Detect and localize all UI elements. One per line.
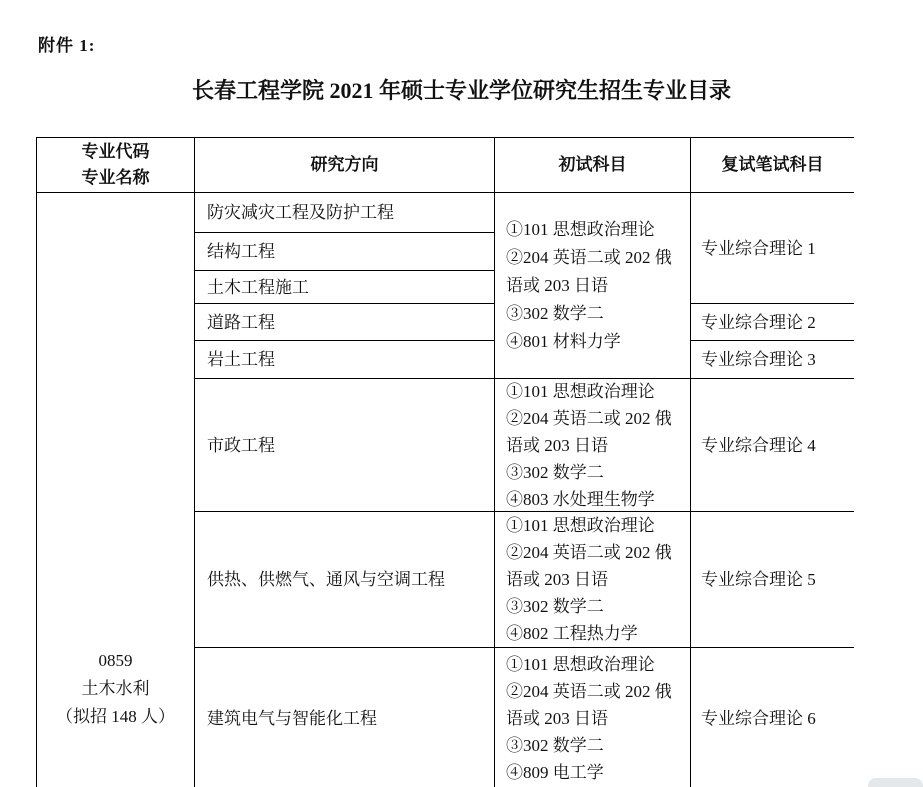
subject-line: ③302 数学二 (506, 303, 604, 323)
initial-subjects-group2 (495, 379, 691, 512)
retest-subject: 专业综合理论 1 (691, 193, 854, 304)
subject-line: ①101 思想政治理论 (506, 654, 655, 674)
subject-line: ④801 材料力学 (506, 331, 621, 351)
initial-subjects-group1 (495, 193, 691, 379)
direction-row: 建筑电气与智能化工程 (195, 648, 495, 787)
subject-line: ③302 数学二 (506, 735, 604, 755)
subject-line: ③302 数学二 (506, 462, 604, 482)
header-major-code-name (37, 138, 195, 193)
major-name: 土木水利 (81, 679, 150, 698)
header-retest-exam: 复试笔试科目 (691, 138, 854, 193)
major-code: 0859 (98, 651, 133, 670)
subject-line: 语或 203 日语 (506, 275, 608, 295)
subject-line: 语或 203 日语 (506, 708, 608, 728)
subject-line: ④803 水处理生物学 (506, 489, 655, 509)
subject-line: ④802 工程热力学 (506, 624, 638, 643)
major-cell (37, 193, 195, 787)
direction-row: 供热、供燃气、通风与空调工程 (195, 512, 495, 648)
scrollbar-thumb[interactable] (868, 778, 923, 787)
admissions-table (36, 137, 854, 787)
subject-line: ②204 英语二或 202 俄 (506, 681, 672, 701)
subject-line: ②204 英语二或 202 俄 (506, 543, 672, 562)
header-research-direction: 研究方向 (195, 138, 495, 193)
subject-line: 语或 203 日语 (506, 435, 608, 455)
subject-line: ②204 英语二或 202 俄 (506, 247, 672, 267)
header-major-name: 专业名称 (81, 168, 150, 187)
direction-row: 结构工程 (195, 233, 495, 271)
direction-row: 土木工程施工 (195, 271, 495, 304)
direction-row: 市政工程 (195, 379, 495, 512)
attachment-label: 附件 1: (38, 36, 96, 55)
subject-line: ①101 思想政治理论 (506, 219, 655, 239)
subject-line: ③302 数学二 (506, 597, 604, 616)
direction-row: 岩土工程 (195, 341, 495, 379)
subject-line: ④809 电工学 (506, 762, 604, 782)
subject-line: 语或 203 日语 (506, 570, 608, 589)
retest-subject: 专业综合理论 6 (691, 648, 854, 787)
header-major-code: 专业代码 (81, 142, 150, 161)
retest-subject: 专业综合理论 3 (691, 341, 854, 379)
direction-row: 道路工程 (195, 304, 495, 341)
page-title: 长春工程学院 2021 年硕士专业学位研究生招生专业目录 (191, 78, 731, 103)
subject-line: ②204 英语二或 202 俄 (506, 408, 672, 428)
major-quota: （拟招 148 人） (56, 707, 175, 726)
initial-subjects-group3 (495, 512, 691, 648)
header-initial-exam: 初试科目 (495, 138, 691, 193)
subject-line: ①101 思想政治理论 (506, 381, 655, 401)
retest-subject: 专业综合理论 4 (691, 379, 854, 512)
subject-line: ①101 思想政治理论 (506, 516, 655, 535)
major-info (37, 647, 194, 731)
direction-row: 防灾减灾工程及防护工程 (195, 193, 495, 233)
initial-subjects-group4 (495, 648, 691, 787)
retest-subject: 专业综合理论 5 (691, 512, 854, 648)
retest-subject: 专业综合理论 2 (691, 304, 854, 341)
